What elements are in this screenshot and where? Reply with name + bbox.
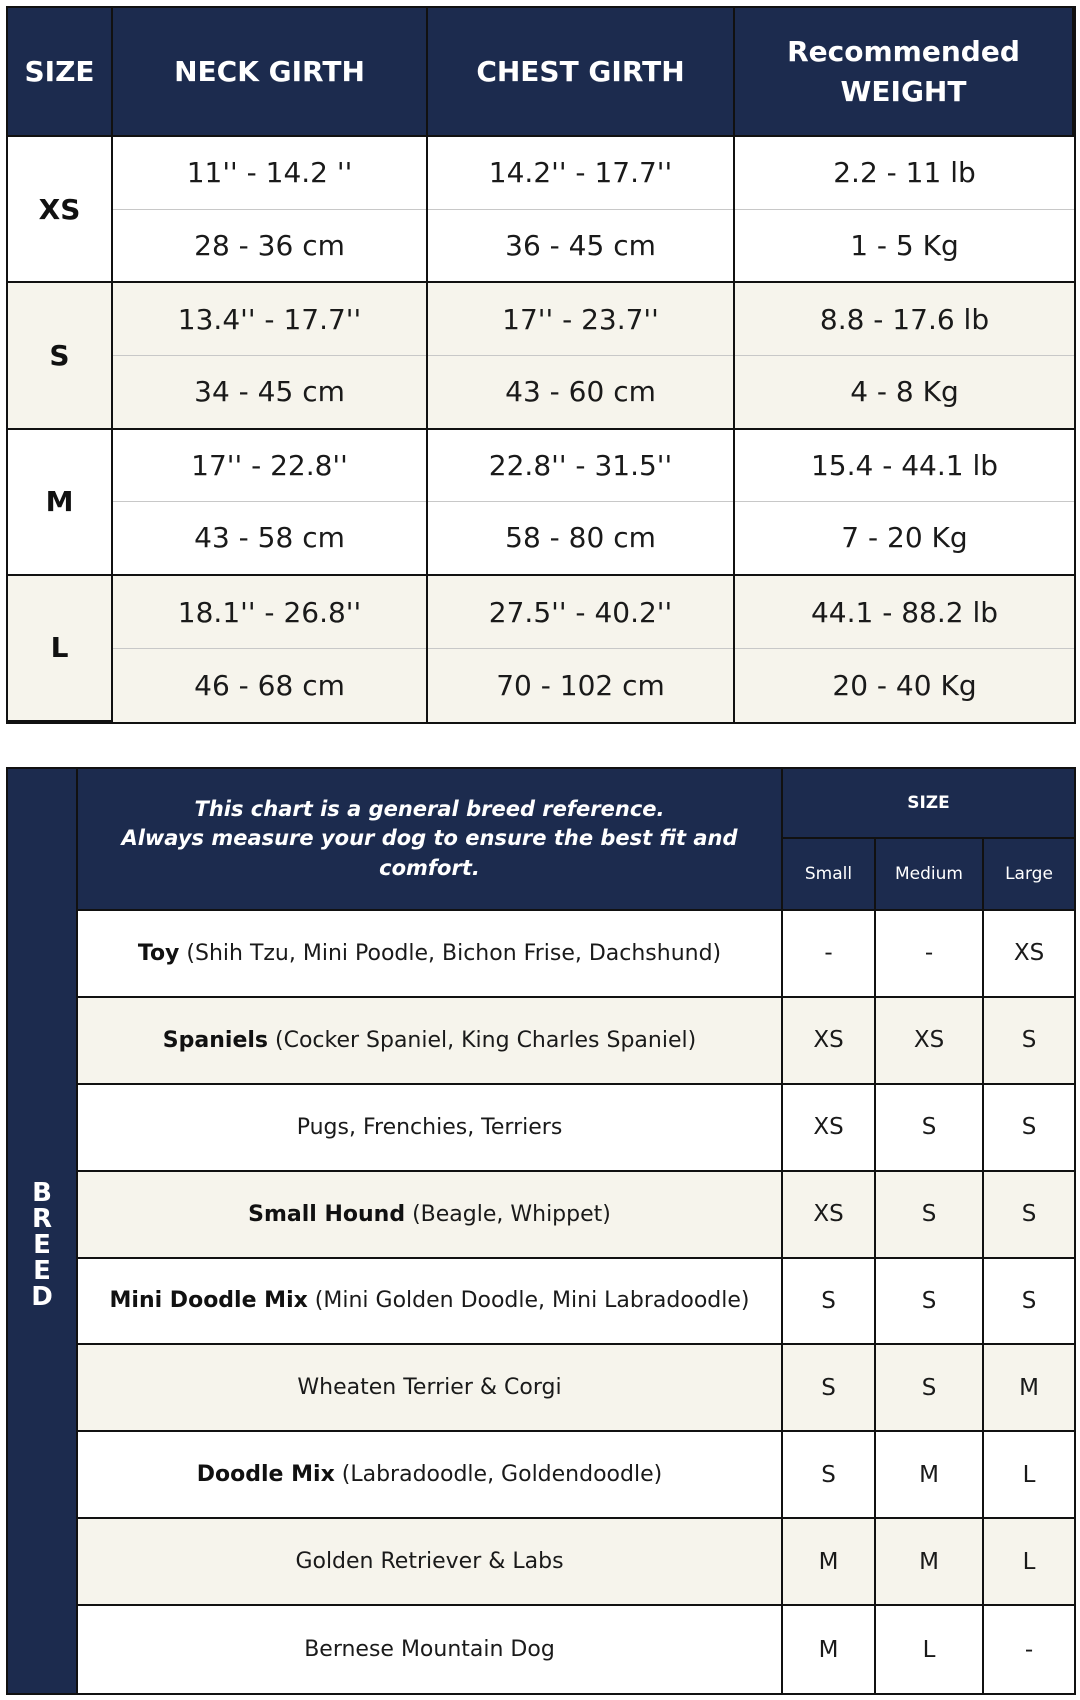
breed-name	[78, 1259, 783, 1346]
breed-side-label	[8, 769, 78, 1693]
breed-detail: (Shih Tzu, Mini Poodle, Bichon Frise, Dachshund)	[179, 940, 722, 966]
breed-size-medium: -	[876, 911, 984, 998]
breed-group: Spaniels	[162, 1027, 268, 1053]
weight-lb: 8.8 - 17.6 lb	[735, 283, 1074, 356]
neck-inches: 18.1'' - 26.8''	[113, 576, 426, 650]
breed-size-medium: L	[876, 1606, 984, 1693]
chest-girth-s	[428, 283, 735, 429]
breed-size-large: -	[984, 1606, 1074, 1693]
breed-size-small: XS	[783, 1172, 876, 1259]
weight-kg: 7 - 20 Kg	[841, 521, 968, 555]
header-chest-girth: CHEST GIRTH	[428, 8, 735, 137]
breed-size-large: S	[984, 1172, 1074, 1259]
note-line-1: This chart is a general breed reference.	[194, 796, 665, 821]
breed-group: Toy	[137, 940, 180, 966]
neck-girth-s	[113, 283, 428, 429]
breed-detail: Bernese Mountain Dog	[304, 1637, 555, 1663]
weight-kg: 4 - 8 Kg	[850, 375, 959, 409]
chest-girth-xs	[428, 137, 735, 283]
breed-size-medium: S	[876, 1259, 984, 1346]
chest-inches: 17'' - 23.7''	[428, 283, 733, 356]
breed-size-medium: S	[876, 1172, 984, 1259]
note-line-2: Always measure your dog to ensure the best fit and comfort.	[121, 826, 738, 880]
breed-name	[78, 1606, 783, 1693]
breed-group: Mini Doodle Mix	[109, 1288, 308, 1314]
breed-size-small: S	[783, 1259, 876, 1346]
neck-cm: 28 - 36 cm	[194, 228, 345, 262]
size-chart-table	[6, 6, 1076, 724]
breed-size-medium: M	[876, 1519, 984, 1606]
chest-inches: 27.5'' - 40.2''	[428, 576, 733, 650]
chest-cm: 36 - 45 cm	[505, 228, 656, 262]
chest-girth-l	[428, 576, 735, 722]
breed-size-header: SIZE	[783, 769, 1074, 839]
breed-name	[78, 1519, 783, 1606]
weight-s	[735, 283, 1074, 429]
chest-cm: 58 - 80 cm	[505, 521, 656, 555]
breed-size-small: S	[783, 1432, 876, 1519]
weight-xs	[735, 137, 1074, 283]
size-label-l: L	[8, 576, 113, 722]
header-weight-line1: Recommended	[787, 35, 1020, 69]
weight-kg: 1 - 5 Kg	[850, 228, 959, 262]
neck-cm: 46 - 68 cm	[194, 669, 345, 703]
chest-girth-m	[428, 430, 735, 576]
breed-size-small: M	[783, 1519, 876, 1606]
header-neck-girth: NECK GIRTH	[113, 8, 428, 137]
chest-cm: 70 - 102 cm	[496, 669, 665, 703]
breed-name	[78, 1085, 783, 1172]
neck-inches: 11'' - 14.2 ''	[113, 137, 426, 210]
size-label-xs: XS	[8, 137, 113, 283]
breed-size-small: XS	[783, 1085, 876, 1172]
breed-detail: Wheaten Terrier & Corgi	[297, 1375, 562, 1401]
breed-name	[78, 1432, 783, 1519]
size-label-m: M	[8, 430, 113, 576]
breed-size-small: M	[783, 1606, 876, 1693]
column-large: Large	[984, 839, 1074, 911]
neck-cm: 34 - 45 cm	[194, 375, 345, 409]
neck-inches: 13.4'' - 17.7''	[113, 283, 426, 356]
breed-size-large: S	[984, 998, 1074, 1085]
breed-size-small: XS	[783, 998, 876, 1085]
breed-size-large: L	[984, 1432, 1074, 1519]
breed-detail: (Labradoodle, Goldendoodle)	[334, 1462, 663, 1488]
breed-detail: Golden Retriever & Labs	[295, 1549, 564, 1575]
breed-size-medium: M	[876, 1432, 984, 1519]
column-small: Small	[783, 839, 876, 911]
breed-reference-note	[78, 769, 783, 911]
breed-vertical-text: B R E E D	[31, 1177, 53, 1312]
neck-inches: 17'' - 22.8''	[113, 430, 426, 503]
weight-lb: 15.4 - 44.1 lb	[735, 430, 1074, 503]
weight-l	[735, 576, 1074, 722]
breed-size-large: S	[984, 1259, 1074, 1346]
weight-lb: 44.1 - 88.2 lb	[735, 576, 1074, 650]
chest-cm: 43 - 60 cm	[505, 375, 656, 409]
breed-detail: (Cocker Spaniel, King Charles Spaniel)	[268, 1027, 697, 1053]
breed-name	[78, 1345, 783, 1432]
weight-kg: 20 - 40 Kg	[832, 669, 977, 703]
breed-size-large: M	[984, 1345, 1074, 1432]
header-weight-line2: WEIGHT	[840, 74, 967, 108]
breed-size-medium: S	[876, 1345, 984, 1432]
breed-name	[78, 1172, 783, 1259]
header-recommended-weight	[735, 8, 1074, 137]
header-size: SIZE	[8, 8, 113, 137]
weight-m	[735, 430, 1074, 576]
breed-chart-table	[6, 767, 1076, 1695]
chest-inches: 14.2'' - 17.7''	[428, 137, 733, 210]
breed-size-small: S	[783, 1345, 876, 1432]
breed-size-large: S	[984, 1085, 1074, 1172]
breed-detail: (Mini Golden Doodle, Mini Labradoodle)	[307, 1288, 750, 1314]
breed-name	[78, 911, 783, 998]
neck-girth-m	[113, 430, 428, 576]
neck-girth-xs	[113, 137, 428, 283]
neck-girth-l	[113, 576, 428, 722]
weight-lb: 2.2 - 11 lb	[735, 137, 1074, 210]
breed-group: Doodle Mix	[196, 1462, 335, 1488]
breed-size-medium: S	[876, 1085, 984, 1172]
breed-detail: Pugs, Frenchies, Terriers	[296, 1114, 563, 1140]
column-medium: Medium	[876, 839, 984, 911]
breed-size-large: XS	[984, 911, 1074, 998]
breed-size-large: L	[984, 1519, 1074, 1606]
breed-name	[78, 998, 783, 1085]
breed-size-medium: XS	[876, 998, 984, 1085]
size-label-s: S	[8, 283, 113, 429]
breed-detail: (Beagle, Whippet)	[405, 1201, 611, 1227]
breed-group: Small Hound	[248, 1201, 406, 1227]
chest-inches: 22.8'' - 31.5''	[428, 430, 733, 503]
breed-size-small: -	[783, 911, 876, 998]
neck-cm: 43 - 58 cm	[194, 521, 345, 555]
